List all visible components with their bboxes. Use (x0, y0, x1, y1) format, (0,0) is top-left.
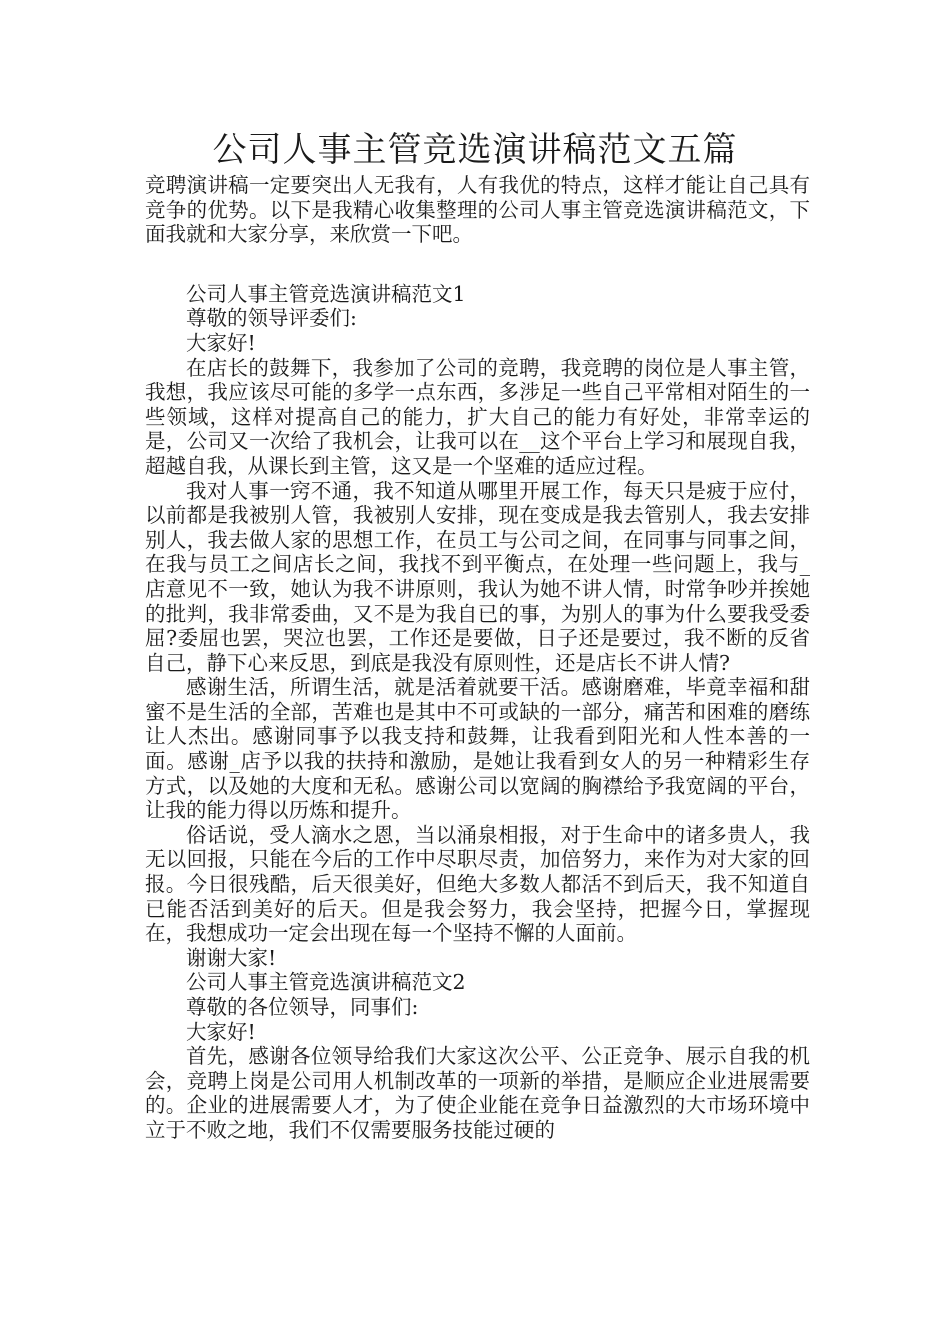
section-heading: 公司人事主管竞选演讲稿范文1 (186, 281, 466, 306)
document-title: 公司人事主管竞选演讲稿范文五篇 (212, 130, 738, 170)
body-paragraph: 俗话说，受人滴水之恩，当以涌泉相报，对于生命中的诸多贵人，我无以回报，只能在今后的工作中尽职尽责，加倍努力，来作为对大家的回报。今日很残酷，后天很美好，但绝大多数人都活不到后天，我不知道自已能否活到美好的后天。但是我会努力，我会坚持，把握今日，掌握现在，我想成功一定会出现在每一个坚持不懈的人面前。 (145, 822, 810, 946)
section-heading: 公司人事主管竞选演讲稿范文2 (186, 970, 466, 995)
intro-paragraph: 竞聘演讲稿一定要突出人无我有，人有我优的特点，这样才能让自己具有竞争的优势。以下是我精心收集整理的公司人事主管竞选演讲稿范文，下面我就和大家分享，来欣赏一下吧。 (145, 173, 810, 247)
body-paragraph: 我对人事一窍不通，我不知道从哪里开展工作，每天只是疲于应付，以前都是我被别人管，我被别人安排，现在变成是我去管别人，我去安排别人，我去做人家的思想工作，在员工与公司之间，在同事与同事之间，在我与员工之间店长之间，我找不到平衡点，在处理一些问题上，我与_店意见不一致，她认为我不讲原则，我认为她不讲人情，时常争吵并挨她的批判，我非常委曲，又不是为我自已的事，为别人的事为什么要我受委屈?委屈也罢，哭泣也罢，工作还是要做，日子还是要过，我不断的反省自己，静下心来反思，到底是我没有原则性，还是店长不讲人情? (145, 478, 810, 675)
document-body (145, 173, 810, 1143)
greeting: 大家好! (186, 330, 256, 355)
body-paragraph: 首先，感谢各位领导给我们大家这次公平、公正竞争、展示自我的机会，竞聘上岗是公司用人机制改革的一项新的举措，是顺应企业进展需要的。企业的进展需要人才，为了使企业能在竞争日益激烈的大市场环境中立于不败之地，我们不仅需要服务技能过硬的 (145, 1044, 810, 1142)
spacer (145, 247, 810, 282)
body-paragraph: 在店长的鼓舞下，我参加了公司的竞聘，我竞聘的岗位是人事主管，我想，我应该尽可能的多学一点东西，多涉足一些自己平常相对陌生的一些领域，这样对提高自己的能力，扩大自己的能力有好处，非常幸运的是，公司又一次给了我机会，让我可以在__这个平台上学习和展现自我，超越自我，从课长到主管，这又是一个坚难的适应过程。 (145, 355, 810, 478)
salutation: 尊敬的领导评委们: (186, 306, 357, 331)
body-paragraph: 感谢生活，所谓生活，就是活着就要干活。感谢磨难，毕竟幸福和甜蜜不是生活的全部，苦难也是其中不可或缺的一部分，痛苦和困难的磨练让人杰出。感谢同事予以我支持和鼓舞，让我看到阳光和人性本善的一面。感谢_店予以我的扶持和激励，是她让我看到女人的另一种精彩生存方式，以及她的大度和无私。感谢公司以宽阔的胸襟给予我宽阔的平台，让我的能力得以历炼和提升。 (145, 675, 810, 823)
closing-line: 谢谢大家! (186, 945, 277, 970)
salutation: 尊敬的各位领导，同事们: (186, 995, 419, 1019)
greeting: 大家好! (186, 1019, 256, 1044)
